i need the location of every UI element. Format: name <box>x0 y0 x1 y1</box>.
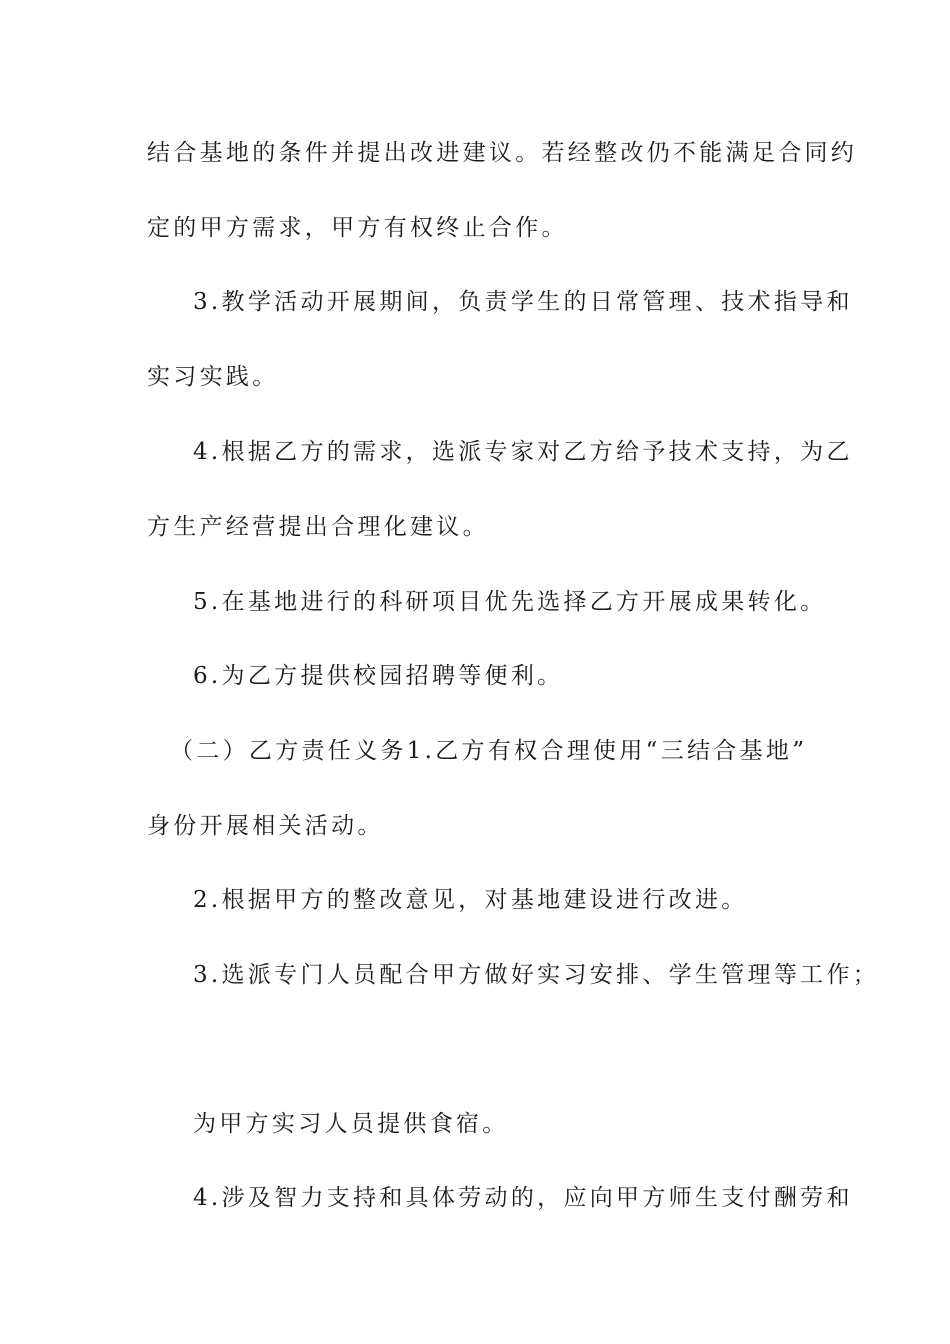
text-line: 4.根据乙方的需求，选派专家对乙方给予技术支持，为乙 <box>193 439 853 465</box>
text-line: （二）乙方责任义务1.乙方有权合理使用“三结合基地” <box>170 738 808 764</box>
text-line: 5.在基地进行的科研项目优先选择乙方开展成果转化。 <box>193 589 827 615</box>
text-line: 实习实践。 <box>147 364 279 390</box>
text-line: 身份开展相关活动。 <box>147 813 384 839</box>
text-line: 3.选派专门人员配合甲方做好实习安排、学生管理等工作； <box>193 962 880 988</box>
text-line: 2.根据甲方的整改意见，对基地建设进行改进。 <box>193 887 748 913</box>
text-line: 定的甲方需求，甲方有权终止合作。 <box>147 215 568 241</box>
text-line: 方生产经营提出合理化建议。 <box>147 514 489 540</box>
text-line: 为甲方实习人员提供食宿。 <box>193 1111 509 1137</box>
text-line: 结合基地的条件并提出改进建议。若经整改仍不能满足合同约 <box>147 140 858 166</box>
text-line: 4.涉及智力支持和具体劳动的，应向甲方师生支付酬劳和 <box>193 1185 853 1211</box>
text-line: 3.教学活动开展期间，负责学生的日常管理、技术指导和 <box>193 289 853 315</box>
text-line: 6.为乙方提供校园招聘等便利。 <box>193 663 564 689</box>
